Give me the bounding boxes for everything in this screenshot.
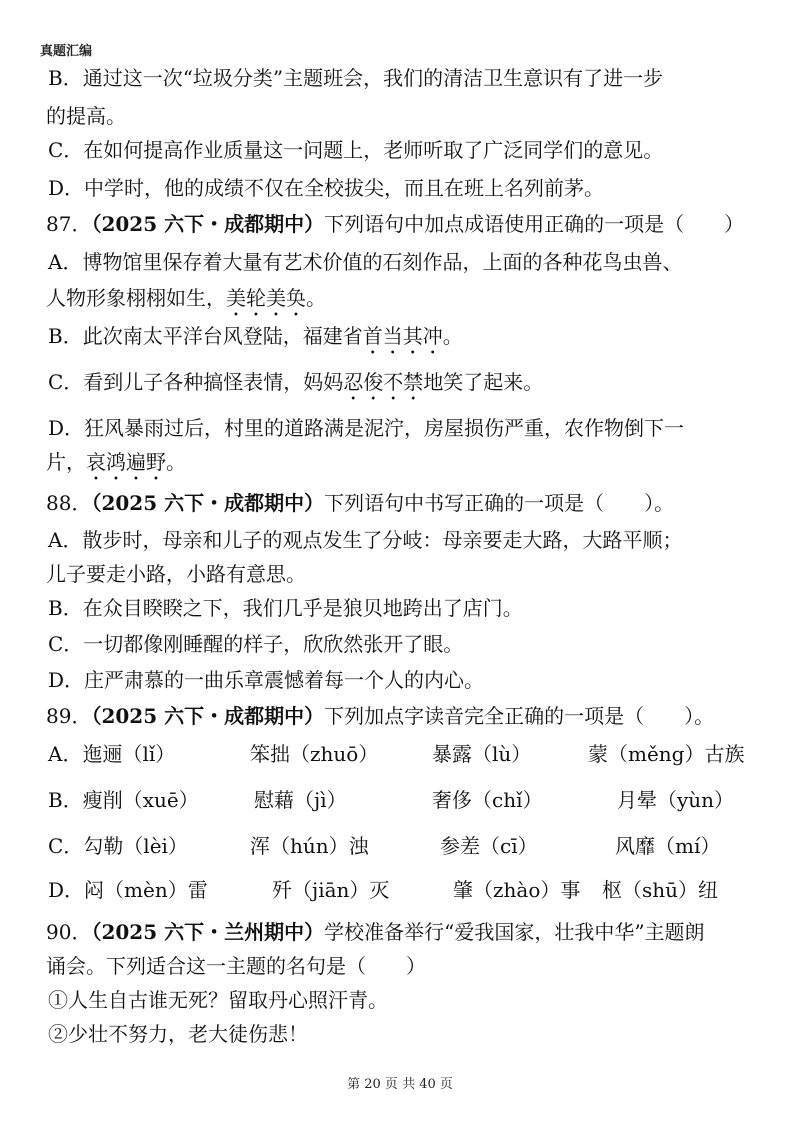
question-text: 下列语句中加点成语使用正确的一项是（ ） bbox=[324, 212, 745, 236]
q89-b-item-1: B．瘦削（xuē） bbox=[48, 788, 199, 812]
question-text: 下列语句中书写正确的一项是（ ）。 bbox=[324, 491, 675, 515]
q89-b-item-4: 月晕（yùn） bbox=[617, 788, 735, 812]
dotted-idiom: 美轮美奂 bbox=[226, 286, 306, 310]
question-text: 下列加点字读音完全正确的一项是（ ）。 bbox=[324, 704, 715, 728]
dotted-idiom: 哀鸿遍野 bbox=[86, 450, 166, 474]
dotted-idiom: 首当其冲 bbox=[362, 324, 443, 348]
question-source: （2025 六下・成都期中） bbox=[91, 491, 325, 515]
q87-option-a-line1: A．博物馆里保存着大量有艺术价值的石刻作品，上面的各种花鸟虫兽、 bbox=[48, 250, 683, 274]
q87-option-b bbox=[48, 324, 463, 359]
text: 。 bbox=[306, 286, 326, 310]
q89-c-item-1: C．勾勒（lèi） bbox=[48, 834, 188, 858]
question-90-stem-line2: 诵会。下列适合这一主题的名句是（ ） bbox=[46, 954, 426, 978]
q89-a-item-2: 笨拙（zhuō） bbox=[250, 742, 379, 766]
q88-option-a-line2: 儿子要走小路，小路有意思。 bbox=[46, 562, 306, 586]
q88-option-a-line1: A．散步时，母亲和儿子的观点发生了分岐：母亲要走大路，大路平顺； bbox=[48, 528, 683, 552]
question-text: 学校准备举行“爱我国家，壮我中华”主题朗 bbox=[324, 920, 705, 944]
q88-option-c: C．一切都像刚睡醒的样子，欣欣然张开了眼。 bbox=[48, 632, 464, 656]
q90-item-2: ②少壮不努力，老大徒伤悲！ bbox=[48, 1022, 308, 1046]
prev-option-b-line1: B．通过这一次“垃圾分类”主题班会，我们的清洁卫生意识有了进一步 bbox=[48, 66, 664, 90]
q87-option-d-line2 bbox=[46, 450, 186, 485]
page-footer: 第 20 页 共 40 页 bbox=[347, 1077, 453, 1092]
text: 片， bbox=[46, 450, 86, 474]
prev-option-b-line2: 的提高。 bbox=[46, 104, 126, 128]
text: B．此次南太平洋台风登陆，福建省 bbox=[48, 324, 363, 348]
q89-c-item-4: 风靡（mí） bbox=[615, 834, 721, 858]
question-number: 88． bbox=[46, 491, 92, 515]
q89-d-item-2: 歼（jiān）灭 bbox=[272, 878, 390, 902]
q88-option-b: B．在众目睽睽之下，我们几乎是狼贝地跨出了店门。 bbox=[48, 596, 523, 620]
q90-item-1: ①人生自古谁无死？留取丹心照汗青。 bbox=[48, 988, 388, 1012]
q87-option-c bbox=[48, 370, 543, 405]
q87-option-a-line2 bbox=[46, 286, 326, 321]
question-88-stem bbox=[46, 491, 674, 515]
q89-d-item-3: 肇（zhào）事 bbox=[453, 878, 581, 902]
q89-b-item-3: 奢侈（chǐ） bbox=[432, 788, 543, 812]
q88-option-d: D．庄严肃慕的一曲乐章震憾着每一个人的内心。 bbox=[48, 668, 485, 692]
q89-c-item-2: 浑（hún）浊 bbox=[250, 834, 369, 858]
prev-option-d: D．中学时，他的成绩不仅在全校拔尖，而且在班上名列前茅。 bbox=[48, 176, 605, 200]
question-89-stem bbox=[46, 704, 714, 728]
question-90-stem-line1 bbox=[46, 920, 705, 944]
q89-d-item-4: 枢（shū）纽 bbox=[602, 878, 719, 902]
q89-a-item-3: 暴露（lù） bbox=[432, 742, 532, 766]
text: 地笑了起来。 bbox=[423, 370, 544, 394]
q89-a-item-4: 蒙（měng）古族 bbox=[588, 742, 745, 766]
text: C．看到儿子各种搞怪表情，妈妈 bbox=[48, 370, 344, 394]
text: 。 bbox=[442, 324, 463, 348]
question-source: （2025 六下・兰州期中） bbox=[91, 920, 325, 944]
text: 人物形象栩栩如生， bbox=[46, 286, 226, 310]
question-source: （2025 六下・成都期中） bbox=[91, 212, 325, 236]
question-87-stem bbox=[46, 212, 744, 236]
q89-a-item-1: A．迤逦（lǐ） bbox=[48, 742, 176, 766]
q87-option-d-line1: D．狂风暴雨过后，村里的道路满是泥泞，房屋损伤严重，农作物倒下一 bbox=[48, 416, 685, 440]
question-number: 87． bbox=[46, 212, 92, 236]
question-source: （2025 六下・成都期中） bbox=[91, 704, 325, 728]
q89-c-item-3: 参差（cī） bbox=[440, 834, 538, 858]
question-number: 89． bbox=[46, 704, 92, 728]
text: 。 bbox=[166, 450, 186, 474]
q89-b-item-2: 慰藉（jì） bbox=[254, 788, 347, 812]
question-number: 90． bbox=[46, 920, 92, 944]
header-label: 真题汇编 bbox=[40, 44, 93, 59]
dotted-idiom: 忍俊不禁 bbox=[343, 370, 424, 394]
q89-d-item-1: D．闷（mèn）雷 bbox=[48, 878, 208, 902]
prev-option-c: C．在如何提高作业质量这一问题上，老师听取了广泛同学们的意见。 bbox=[48, 138, 664, 162]
